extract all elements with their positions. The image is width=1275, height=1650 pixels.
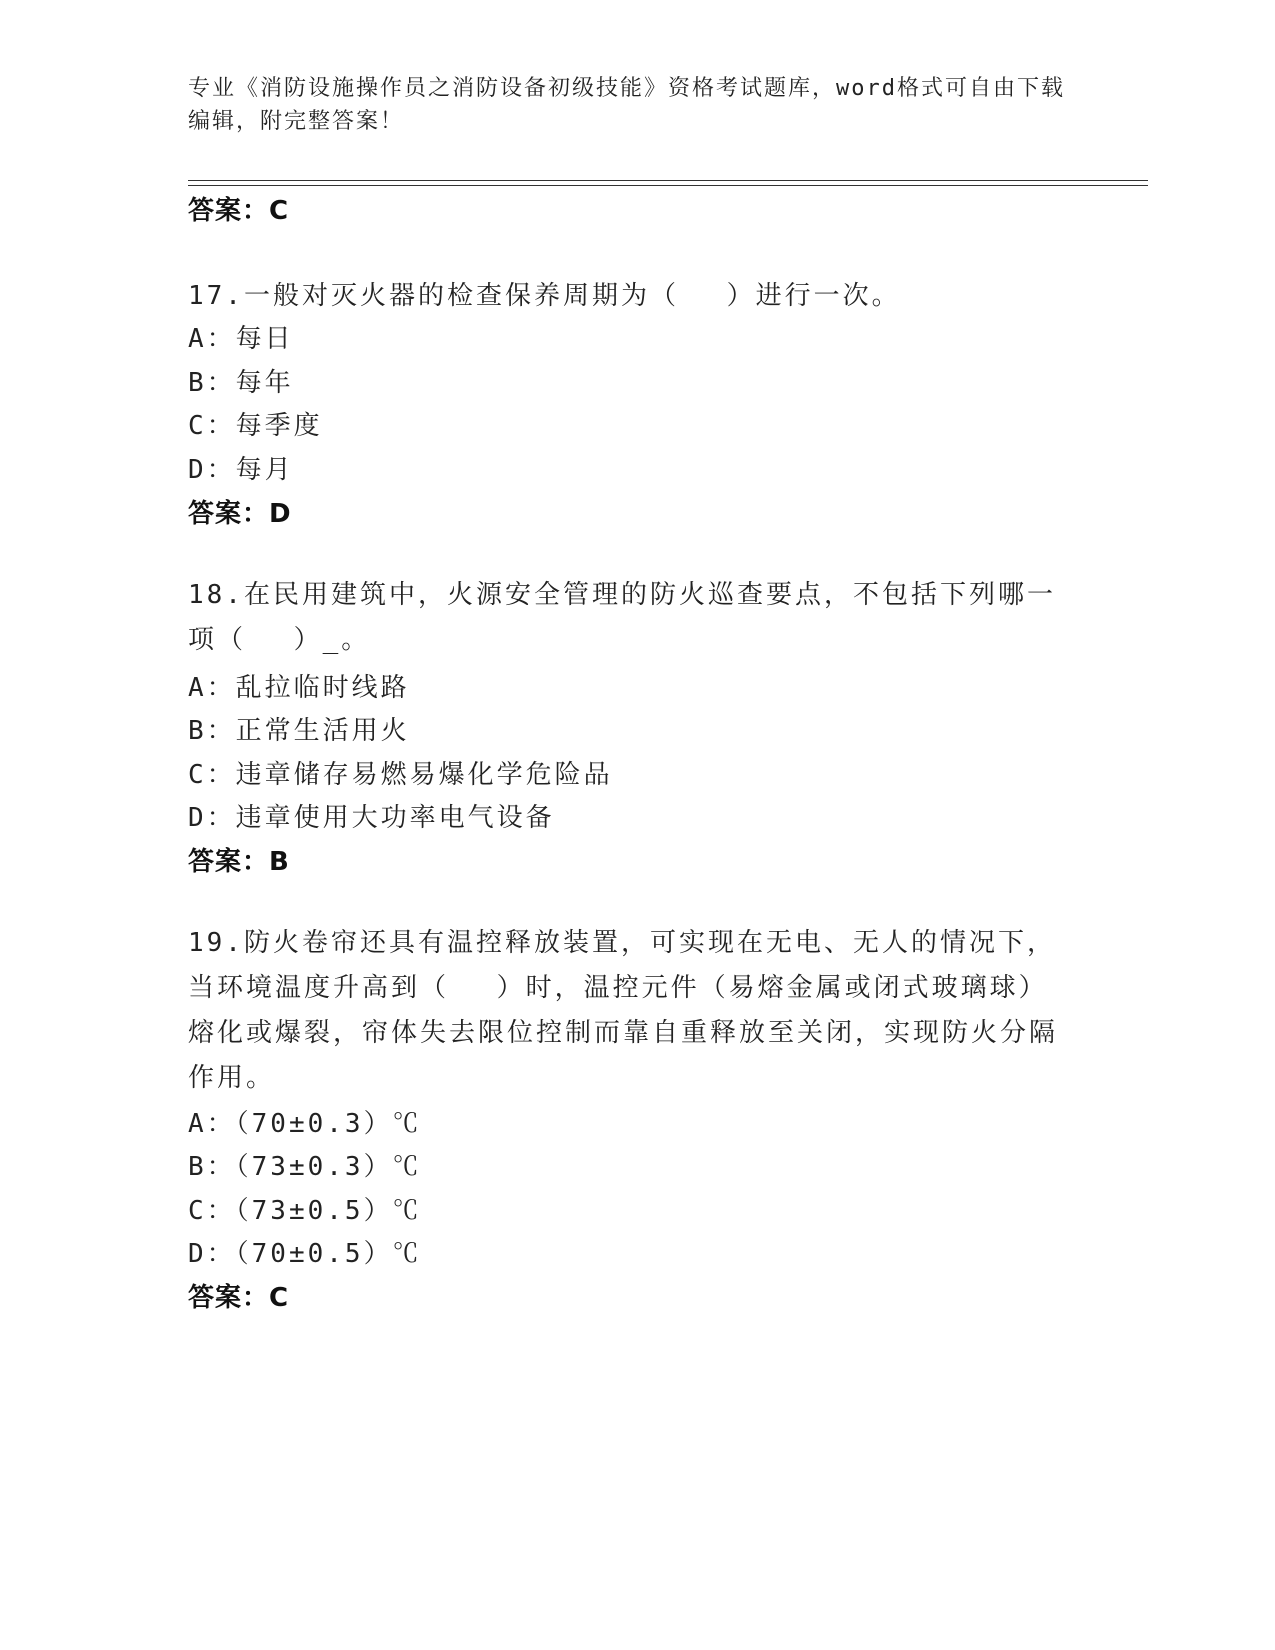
q19-option-d: D：（70±0.5）℃ bbox=[188, 1239, 422, 1269]
q18-option-b: B：正常生活用火 bbox=[188, 716, 410, 746]
q19-option-b: B：（73±0.3）℃ bbox=[188, 1152, 422, 1182]
q18-option-a: A：乱拉临时线路 bbox=[188, 673, 410, 703]
q18-answer: 答案：B bbox=[188, 847, 290, 877]
q17-option-d: D：每月 bbox=[188, 455, 294, 485]
header-divider-top bbox=[188, 180, 1148, 181]
q17-answer: 答案：D bbox=[188, 499, 292, 529]
q18-stem: 18.在民用建筑中，火源安全管理的防火巡查要点，不包括下列哪一项（ ）_。 bbox=[188, 580, 1056, 655]
q17-option-c: C：每季度 bbox=[188, 411, 323, 441]
q19-option-a: A：（70±0.3）℃ bbox=[188, 1109, 422, 1139]
q18-option-c: C：违章储存易燃易爆化学危险品 bbox=[188, 760, 613, 790]
document-header: 专业《消防设施操作员之消防设备初级技能》资格考试题库，word格式可自由下载编辑，附完整答案！ bbox=[188, 76, 1065, 134]
q19-stem: 19.防火卷帘还具有温控释放装置，可实现在无电、无人的情况下，当环境温度升高到（ ）时，温控元件（易熔金属或闭式玻璃球）熔化或爆裂，帘体失去限位控制而靠自重释放至关闭，实现防火分隔作用。 bbox=[188, 928, 1059, 1093]
q17-stem: 17.一般对灭火器的检查保养周期为（ ）进行一次。 bbox=[188, 281, 901, 311]
q19-option-c: C：（73±0.5）℃ bbox=[188, 1196, 422, 1226]
prev-answer: 答案：C bbox=[188, 196, 290, 226]
q17-option-b: B：每年 bbox=[188, 368, 294, 398]
q19-answer: 答案：C bbox=[188, 1283, 290, 1313]
q18-option-d: D：违章使用大功率电气设备 bbox=[188, 803, 555, 833]
q17-option-a: A：每日 bbox=[188, 324, 294, 354]
header-divider-bottom bbox=[188, 185, 1148, 186]
